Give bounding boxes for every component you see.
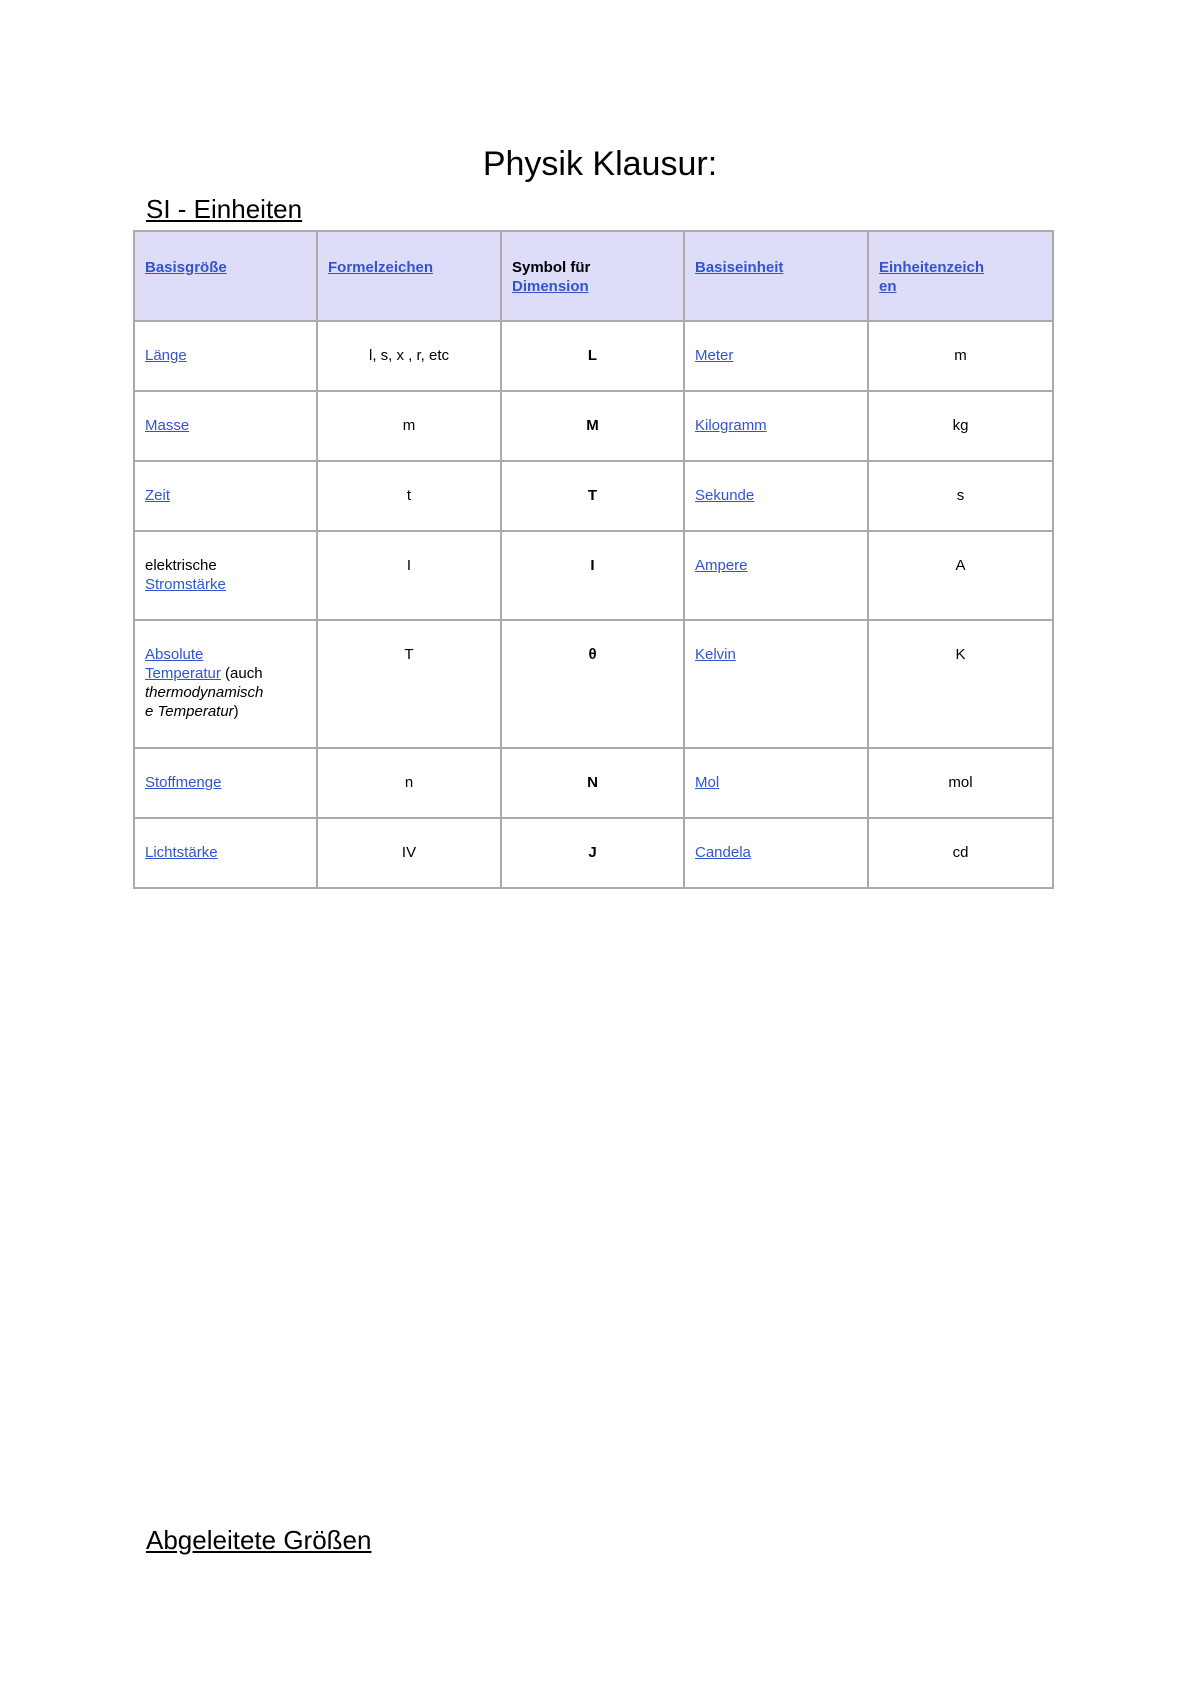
row-name-italic-1: thermodynamisch bbox=[145, 684, 264, 701]
row-einheitenzeichen: mol bbox=[868, 748, 1053, 818]
row-einheit-link[interactable]: Ampere bbox=[695, 557, 748, 574]
section-heading-si-einheiten: SI - Einheiten bbox=[146, 194, 303, 224]
header-basisgroesse[interactable] bbox=[134, 231, 317, 321]
row-name-link[interactable]: Stromstärke bbox=[145, 576, 226, 593]
row-formelzeichen: t bbox=[317, 461, 501, 531]
header-basiseinheit[interactable] bbox=[684, 231, 868, 321]
row-symbol: J bbox=[501, 818, 684, 888]
table-header-row bbox=[134, 231, 1053, 321]
header-formelzeichen[interactable] bbox=[317, 231, 501, 321]
header-symbol bbox=[501, 231, 684, 321]
header-einheitenzeichen-part1[interactable]: Einheitenzeich bbox=[879, 259, 985, 276]
row-symbol: M bbox=[501, 391, 684, 461]
row-formelzeichen: I bbox=[317, 531, 501, 620]
table-row bbox=[134, 818, 1053, 888]
row-einheit-link[interactable]: Candela bbox=[695, 844, 751, 861]
row-name-close: ) bbox=[233, 703, 239, 720]
row-formelzeichen: T bbox=[317, 620, 501, 748]
row-formelzeichen: l, s, x , r, etc bbox=[317, 321, 501, 391]
row-name-suffix: (auch bbox=[220, 665, 263, 682]
row-formelzeichen: n bbox=[317, 748, 501, 818]
row-einheit-link[interactable]: Sekunde bbox=[695, 487, 755, 504]
row-name-link-temperatur[interactable]: Temperatur bbox=[145, 665, 221, 682]
header-einheitenzeichen[interactable] bbox=[868, 231, 1053, 321]
row-name-italic-2: e Temperatur bbox=[145, 703, 234, 720]
row-name-link[interactable]: Länge bbox=[145, 347, 187, 364]
row-name-link-absolute[interactable]: Absolute bbox=[145, 646, 204, 663]
header-dimension-link[interactable]: Dimension bbox=[512, 278, 589, 295]
row-name-link[interactable]: Lichtstärke bbox=[145, 844, 218, 861]
header-formelzeichen-link[interactable]: Formelzeichen bbox=[328, 259, 434, 276]
row-einheit-link[interactable]: Kelvin bbox=[695, 646, 736, 663]
row-einheit-link[interactable]: Meter bbox=[695, 347, 734, 364]
table-row bbox=[134, 748, 1053, 818]
row-einheitenzeichen: K bbox=[868, 620, 1053, 748]
row-einheit-link[interactable]: Kilogramm bbox=[695, 417, 767, 434]
row-symbol: θ bbox=[501, 620, 684, 748]
row-einheitenzeichen: s bbox=[868, 461, 1053, 531]
row-symbol: T bbox=[501, 461, 684, 531]
header-basisgroesse-link[interactable]: Basisgröße bbox=[145, 259, 227, 276]
row-einheitenzeichen: cd bbox=[868, 818, 1053, 888]
row-symbol: N bbox=[501, 748, 684, 818]
table-row bbox=[134, 321, 1053, 391]
header-symbol-label: Symbol für bbox=[512, 259, 591, 276]
row-name-link[interactable]: Masse bbox=[145, 417, 190, 434]
row-formelzeichen: IV bbox=[317, 818, 501, 888]
section-heading-abgeleitete-groessen: Abgeleitete Größen bbox=[146, 1525, 372, 1555]
row-name-link[interactable]: Zeit bbox=[145, 487, 171, 504]
header-einheitenzeichen-link[interactable] bbox=[879, 259, 984, 295]
row-einheitenzeichen: m bbox=[868, 321, 1053, 391]
si-units-table bbox=[133, 230, 1054, 889]
row-einheitenzeichen: A bbox=[868, 531, 1053, 620]
row-formelzeichen: m bbox=[317, 391, 501, 461]
row-einheitenzeichen: kg bbox=[868, 391, 1053, 461]
table-row bbox=[134, 391, 1053, 461]
table-row bbox=[134, 531, 1053, 620]
table-row bbox=[134, 461, 1053, 531]
row-symbol: I bbox=[501, 531, 684, 620]
header-basiseinheit-link[interactable]: Basiseinheit bbox=[695, 259, 784, 276]
table-row bbox=[134, 620, 1053, 748]
row-symbol: L bbox=[501, 321, 684, 391]
header-einheitenzeichen-part2[interactable]: en bbox=[879, 278, 897, 295]
row-name-prefix: elektrische bbox=[145, 557, 217, 574]
page-title: Physik Klausur: bbox=[482, 145, 718, 183]
row-einheit-link[interactable]: Mol bbox=[695, 774, 720, 791]
row-name-link[interactable]: Stoffmenge bbox=[145, 774, 222, 791]
